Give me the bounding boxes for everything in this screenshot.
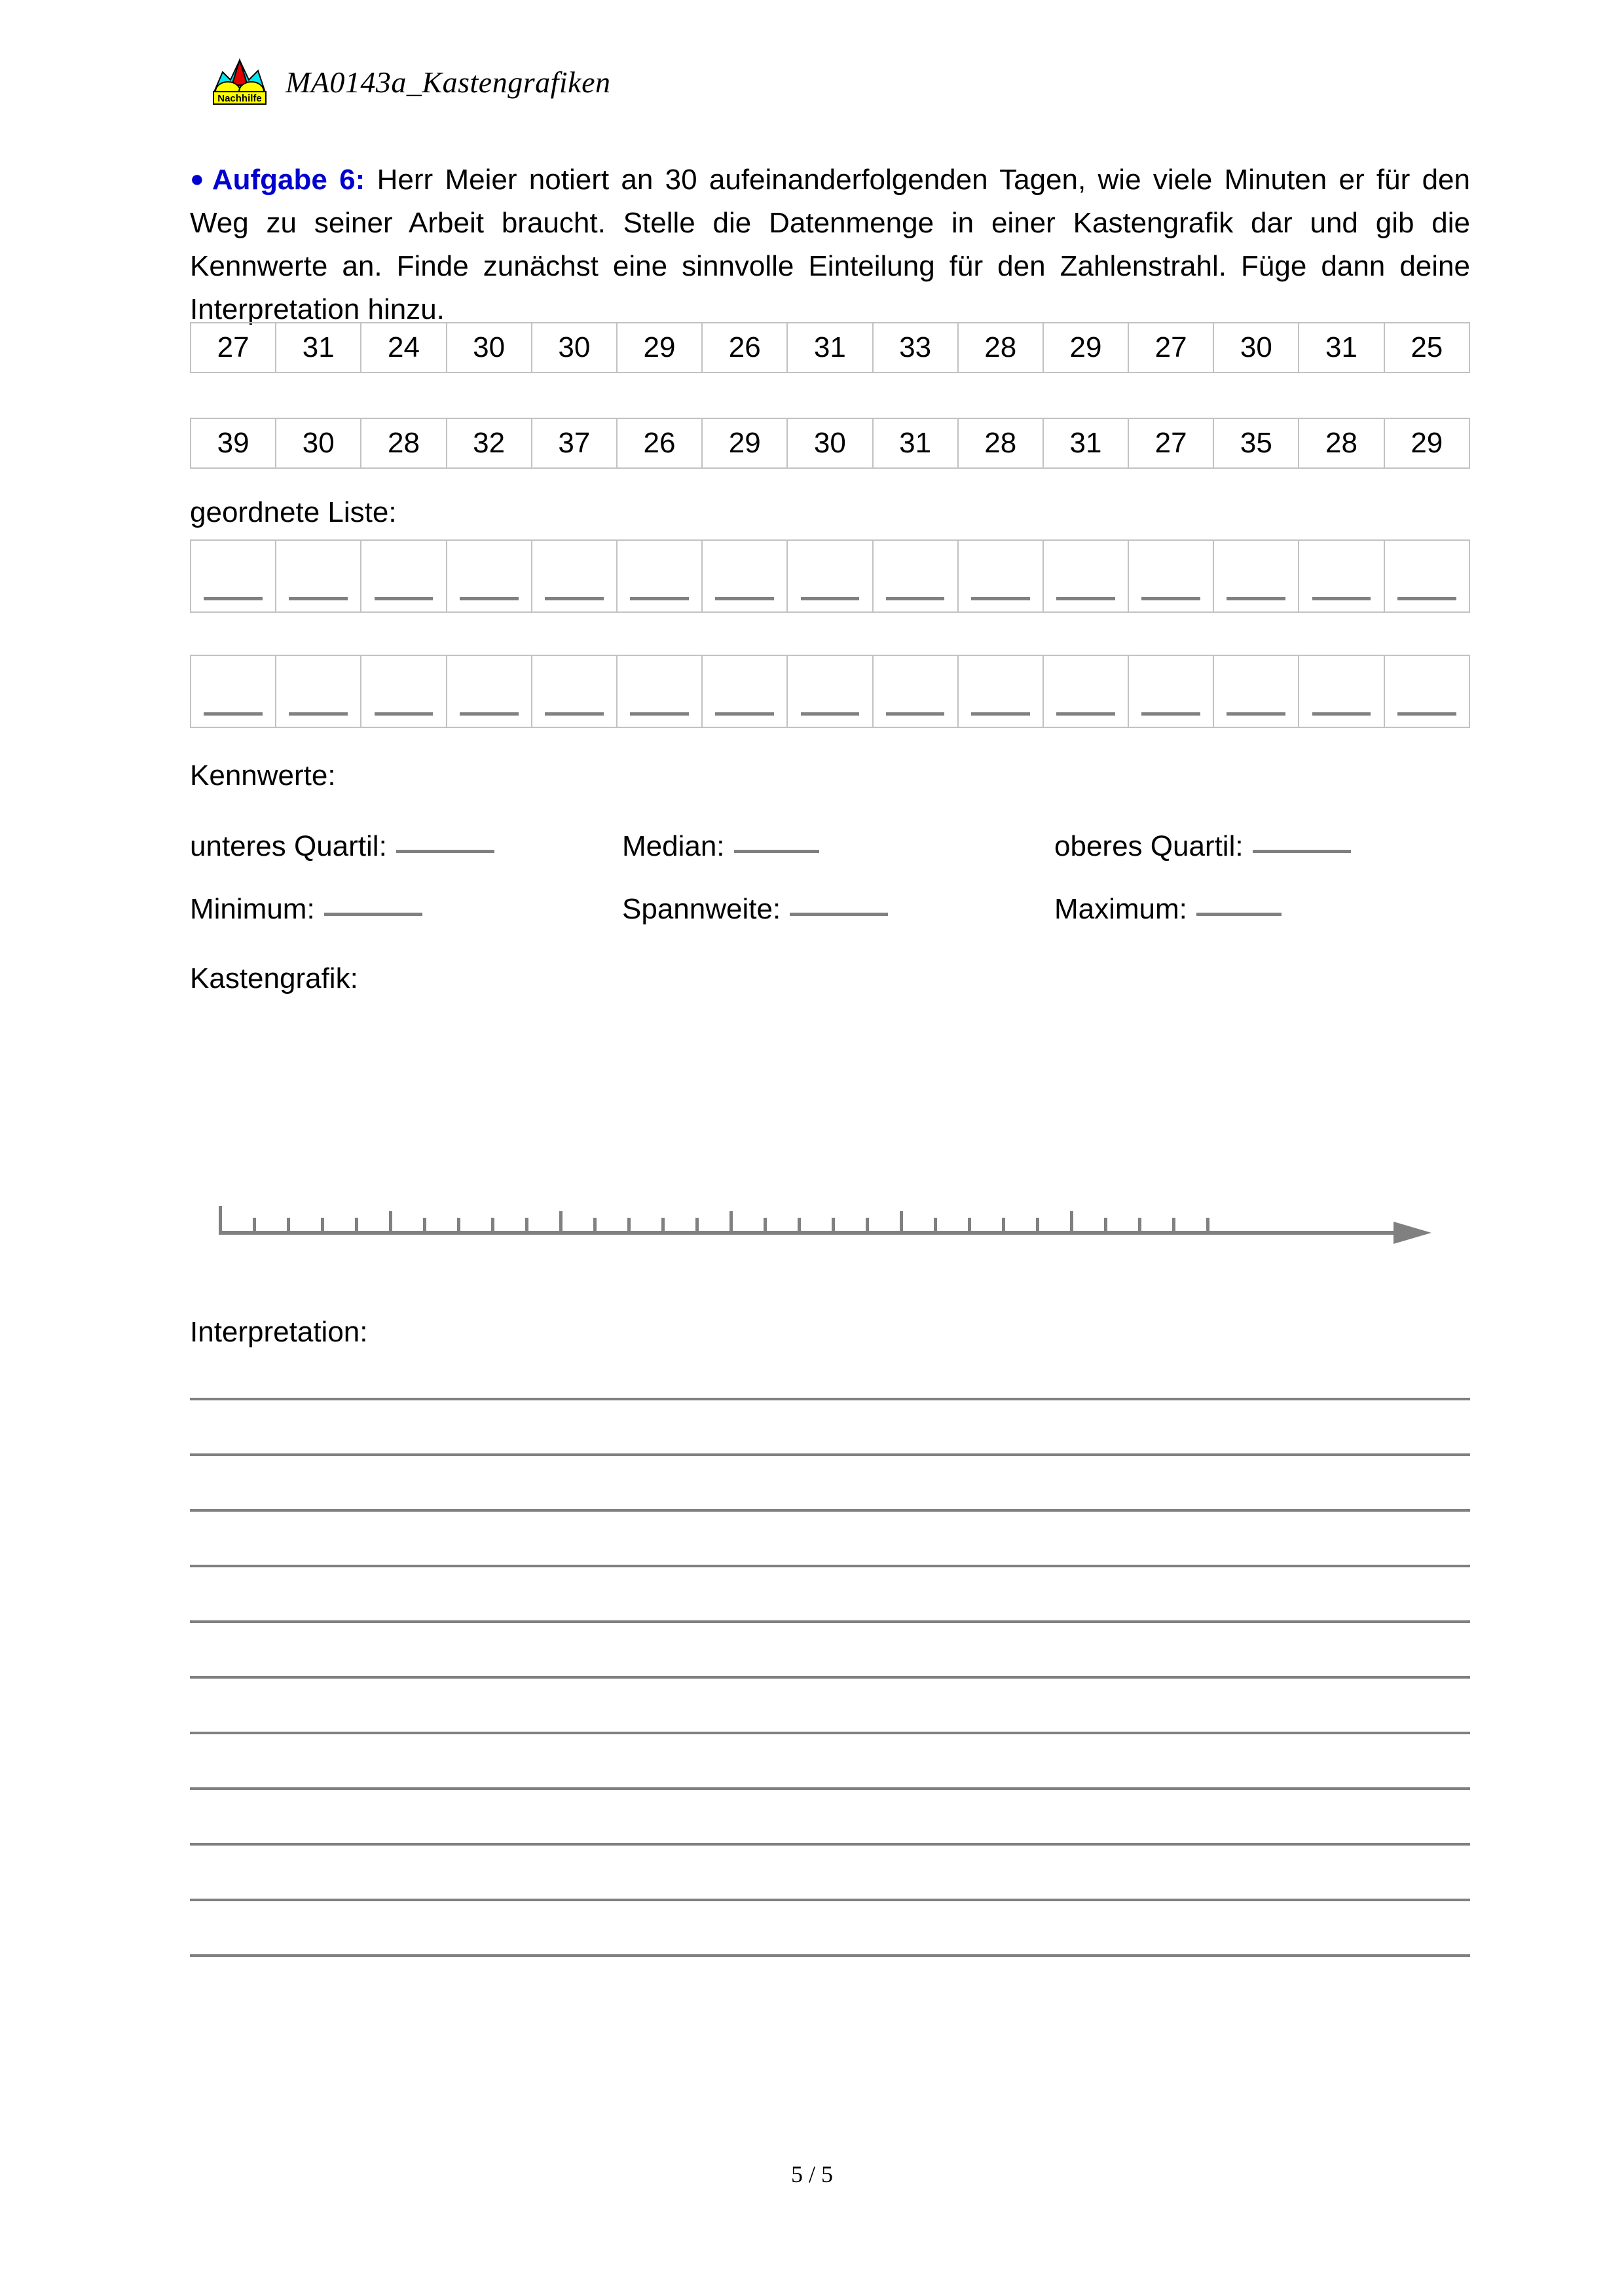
blank-underline (801, 712, 860, 716)
blank-cell[interactable] (787, 655, 872, 727)
ordered-list-table-row-2 (190, 655, 1470, 728)
kennwerte-row-1 (190, 830, 1470, 863)
field-label: Median: (622, 830, 725, 862)
data-cell: 30 (447, 323, 532, 373)
blank-cell[interactable] (1299, 655, 1384, 727)
data-cell: 27 (1128, 418, 1213, 468)
blank-cell[interactable] (447, 655, 532, 727)
data-cell: 29 (702, 418, 787, 468)
blank-underline (715, 597, 774, 600)
unteres-quartil-input-blank[interactable] (396, 850, 494, 853)
blank-cell[interactable] (702, 655, 787, 727)
blank-underline (886, 712, 945, 716)
zahlenstrahl-axis (216, 1190, 1434, 1249)
blank-cell[interactable] (532, 655, 617, 727)
data-cell: 27 (191, 323, 276, 373)
blank-underline (1056, 597, 1115, 600)
field-maximum (1054, 893, 1470, 926)
field-label: unteres Quartil: (190, 830, 387, 862)
data-cell: 32 (447, 418, 532, 468)
logo-label: Nachhilfe (217, 93, 262, 104)
field-label: Minimum: (190, 893, 315, 925)
blank-cell[interactable] (1384, 655, 1469, 727)
field-unteres-quartil (190, 830, 622, 863)
blank-cell[interactable] (1128, 540, 1213, 612)
blank-cell[interactable] (361, 540, 446, 612)
page-number: 5 / 5 (790, 2161, 833, 2187)
field-oberes-quartil (1054, 830, 1470, 863)
blank-cell[interactable] (1043, 540, 1128, 612)
blank-underline (630, 712, 689, 716)
data-table-row-2 (190, 418, 1470, 469)
label-interpretation: Interpretation: (190, 1316, 368, 1348)
blank-cell[interactable] (873, 655, 958, 727)
data-cell: 27 (1128, 323, 1213, 373)
blank-cell[interactable] (532, 540, 617, 612)
data-cell: 30 (787, 418, 872, 468)
bullet-icon: ● (190, 165, 208, 192)
blank-cell[interactable] (1384, 540, 1469, 612)
data-cell: 37 (532, 418, 617, 468)
writing-line[interactable] (190, 1843, 1470, 1846)
data-cell: 30 (532, 323, 617, 373)
blank-underline (289, 712, 348, 716)
blank-underline (971, 712, 1030, 716)
writing-line[interactable] (190, 1676, 1470, 1679)
blank-underline (630, 597, 689, 600)
nachhilfe-logo-icon (208, 58, 271, 106)
writing-line[interactable] (190, 1899, 1470, 1901)
minimum-input-blank[interactable] (324, 913, 422, 916)
data-cell: 31 (787, 323, 872, 373)
data-cell: 28 (958, 323, 1043, 373)
blank-underline (1056, 712, 1115, 716)
blank-underline (1141, 597, 1200, 600)
data-table-row-1 (190, 322, 1470, 373)
blank-underline (460, 597, 519, 600)
table-row (191, 323, 1469, 373)
blank-underline (1227, 712, 1285, 716)
blank-cell[interactable] (787, 540, 872, 612)
data-cell: 24 (361, 323, 446, 373)
blank-cell[interactable] (1213, 655, 1299, 727)
table-row (191, 540, 1469, 612)
blank-cell[interactable] (361, 655, 446, 727)
blank-cell[interactable] (191, 540, 276, 612)
data-cell: 26 (617, 418, 702, 468)
spannweite-input-blank[interactable] (790, 913, 888, 916)
field-spannweite (622, 893, 1054, 926)
ordered-list-table-row-1 (190, 539, 1470, 613)
label-kennwerte: Kennwerte: (190, 759, 336, 792)
blank-cell[interactable] (873, 540, 958, 612)
writing-line[interactable] (190, 1509, 1470, 1512)
blank-cell[interactable] (702, 540, 787, 612)
field-label: oberes Quartil: (1054, 830, 1244, 862)
data-cell: 31 (873, 418, 958, 468)
data-cell: 26 (702, 323, 787, 373)
blank-cell[interactable] (191, 655, 276, 727)
writing-line[interactable] (190, 1453, 1470, 1456)
table-row (191, 655, 1469, 727)
blank-underline (801, 597, 860, 600)
maximum-input-blank[interactable] (1196, 913, 1282, 916)
writing-line[interactable] (190, 1620, 1470, 1623)
blank-cell[interactable] (276, 540, 361, 612)
blank-cell[interactable] (1128, 655, 1213, 727)
data-cell: 29 (617, 323, 702, 373)
blank-cell[interactable] (1213, 540, 1299, 612)
field-minimum (190, 893, 622, 926)
median-input-blank[interactable] (734, 850, 819, 853)
blank-underline (1312, 597, 1371, 600)
blank-underline (1397, 712, 1456, 716)
data-cell: 29 (1384, 418, 1469, 468)
table-row (191, 418, 1469, 468)
writing-line[interactable] (190, 1565, 1470, 1567)
writing-line[interactable] (190, 1732, 1470, 1734)
page-footer (0, 2160, 1624, 2188)
blank-cell[interactable] (447, 540, 532, 612)
field-median (622, 830, 1054, 863)
document-title: MA0143a_Kastengrafiken (286, 65, 611, 99)
blank-cell[interactable] (276, 655, 361, 727)
task-paragraph (190, 157, 1470, 331)
blank-underline (545, 597, 604, 600)
field-label: Spannweite: (622, 893, 781, 925)
kennwerte-row-2 (190, 893, 1470, 926)
field-label: Maximum: (1054, 893, 1187, 925)
writing-line[interactable] (190, 1954, 1470, 1957)
blank-cell[interactable] (1043, 655, 1128, 727)
oberes-quartil-input-blank[interactable] (1253, 850, 1351, 853)
blank-underline (375, 712, 434, 716)
blank-underline (545, 712, 604, 716)
blank-underline (204, 597, 263, 600)
blank-underline (204, 712, 263, 716)
blank-cell[interactable] (617, 655, 702, 727)
document-header (208, 58, 611, 106)
blank-underline (715, 712, 774, 716)
blank-underline (375, 597, 434, 600)
data-cell: 29 (1043, 323, 1128, 373)
blank-underline (1312, 712, 1371, 716)
data-cell: 31 (1299, 323, 1384, 373)
data-cell: 31 (1043, 418, 1128, 468)
writing-line[interactable] (190, 1787, 1470, 1790)
blank-cell[interactable] (1299, 540, 1384, 612)
data-cell: 28 (361, 418, 446, 468)
blank-underline (1397, 597, 1456, 600)
data-cell: 33 (873, 323, 958, 373)
task-label: Aufgabe 6: (212, 164, 365, 196)
data-cell: 25 (1384, 323, 1469, 373)
blank-underline (1141, 712, 1200, 716)
blank-underline (460, 712, 519, 716)
blank-underline (1227, 597, 1285, 600)
data-cell: 30 (1213, 323, 1299, 373)
blank-underline (971, 597, 1030, 600)
writing-line[interactable] (190, 1398, 1470, 1400)
data-cell: 31 (276, 323, 361, 373)
blank-underline (289, 597, 348, 600)
data-cell: 35 (1213, 418, 1299, 468)
blank-underline (886, 597, 945, 600)
data-cell: 39 (191, 418, 276, 468)
blank-cell[interactable] (617, 540, 702, 612)
label-kastengrafik: Kastengrafik: (190, 962, 358, 994)
data-cell: 30 (276, 418, 361, 468)
label-geordnete-liste: geordnete Liste: (190, 496, 397, 528)
data-cell: 28 (1299, 418, 1384, 468)
data-cell: 28 (958, 418, 1043, 468)
task-text: Herr Meier notiert an 30 aufeinanderfolgenden Tagen, wie viele Minuten er für den Weg zu seiner Arbeit braucht. Stelle die Datenmenge in einer Kastengrafik dar und gib die Kennwerte an. Finde zunächst eine sinnvolle Einteilung für den Zahlenstrahl. Füge dann deine Interpretation hinzu. (190, 164, 1470, 325)
blank-cell[interactable] (958, 655, 1043, 727)
blank-cell[interactable] (958, 540, 1043, 612)
